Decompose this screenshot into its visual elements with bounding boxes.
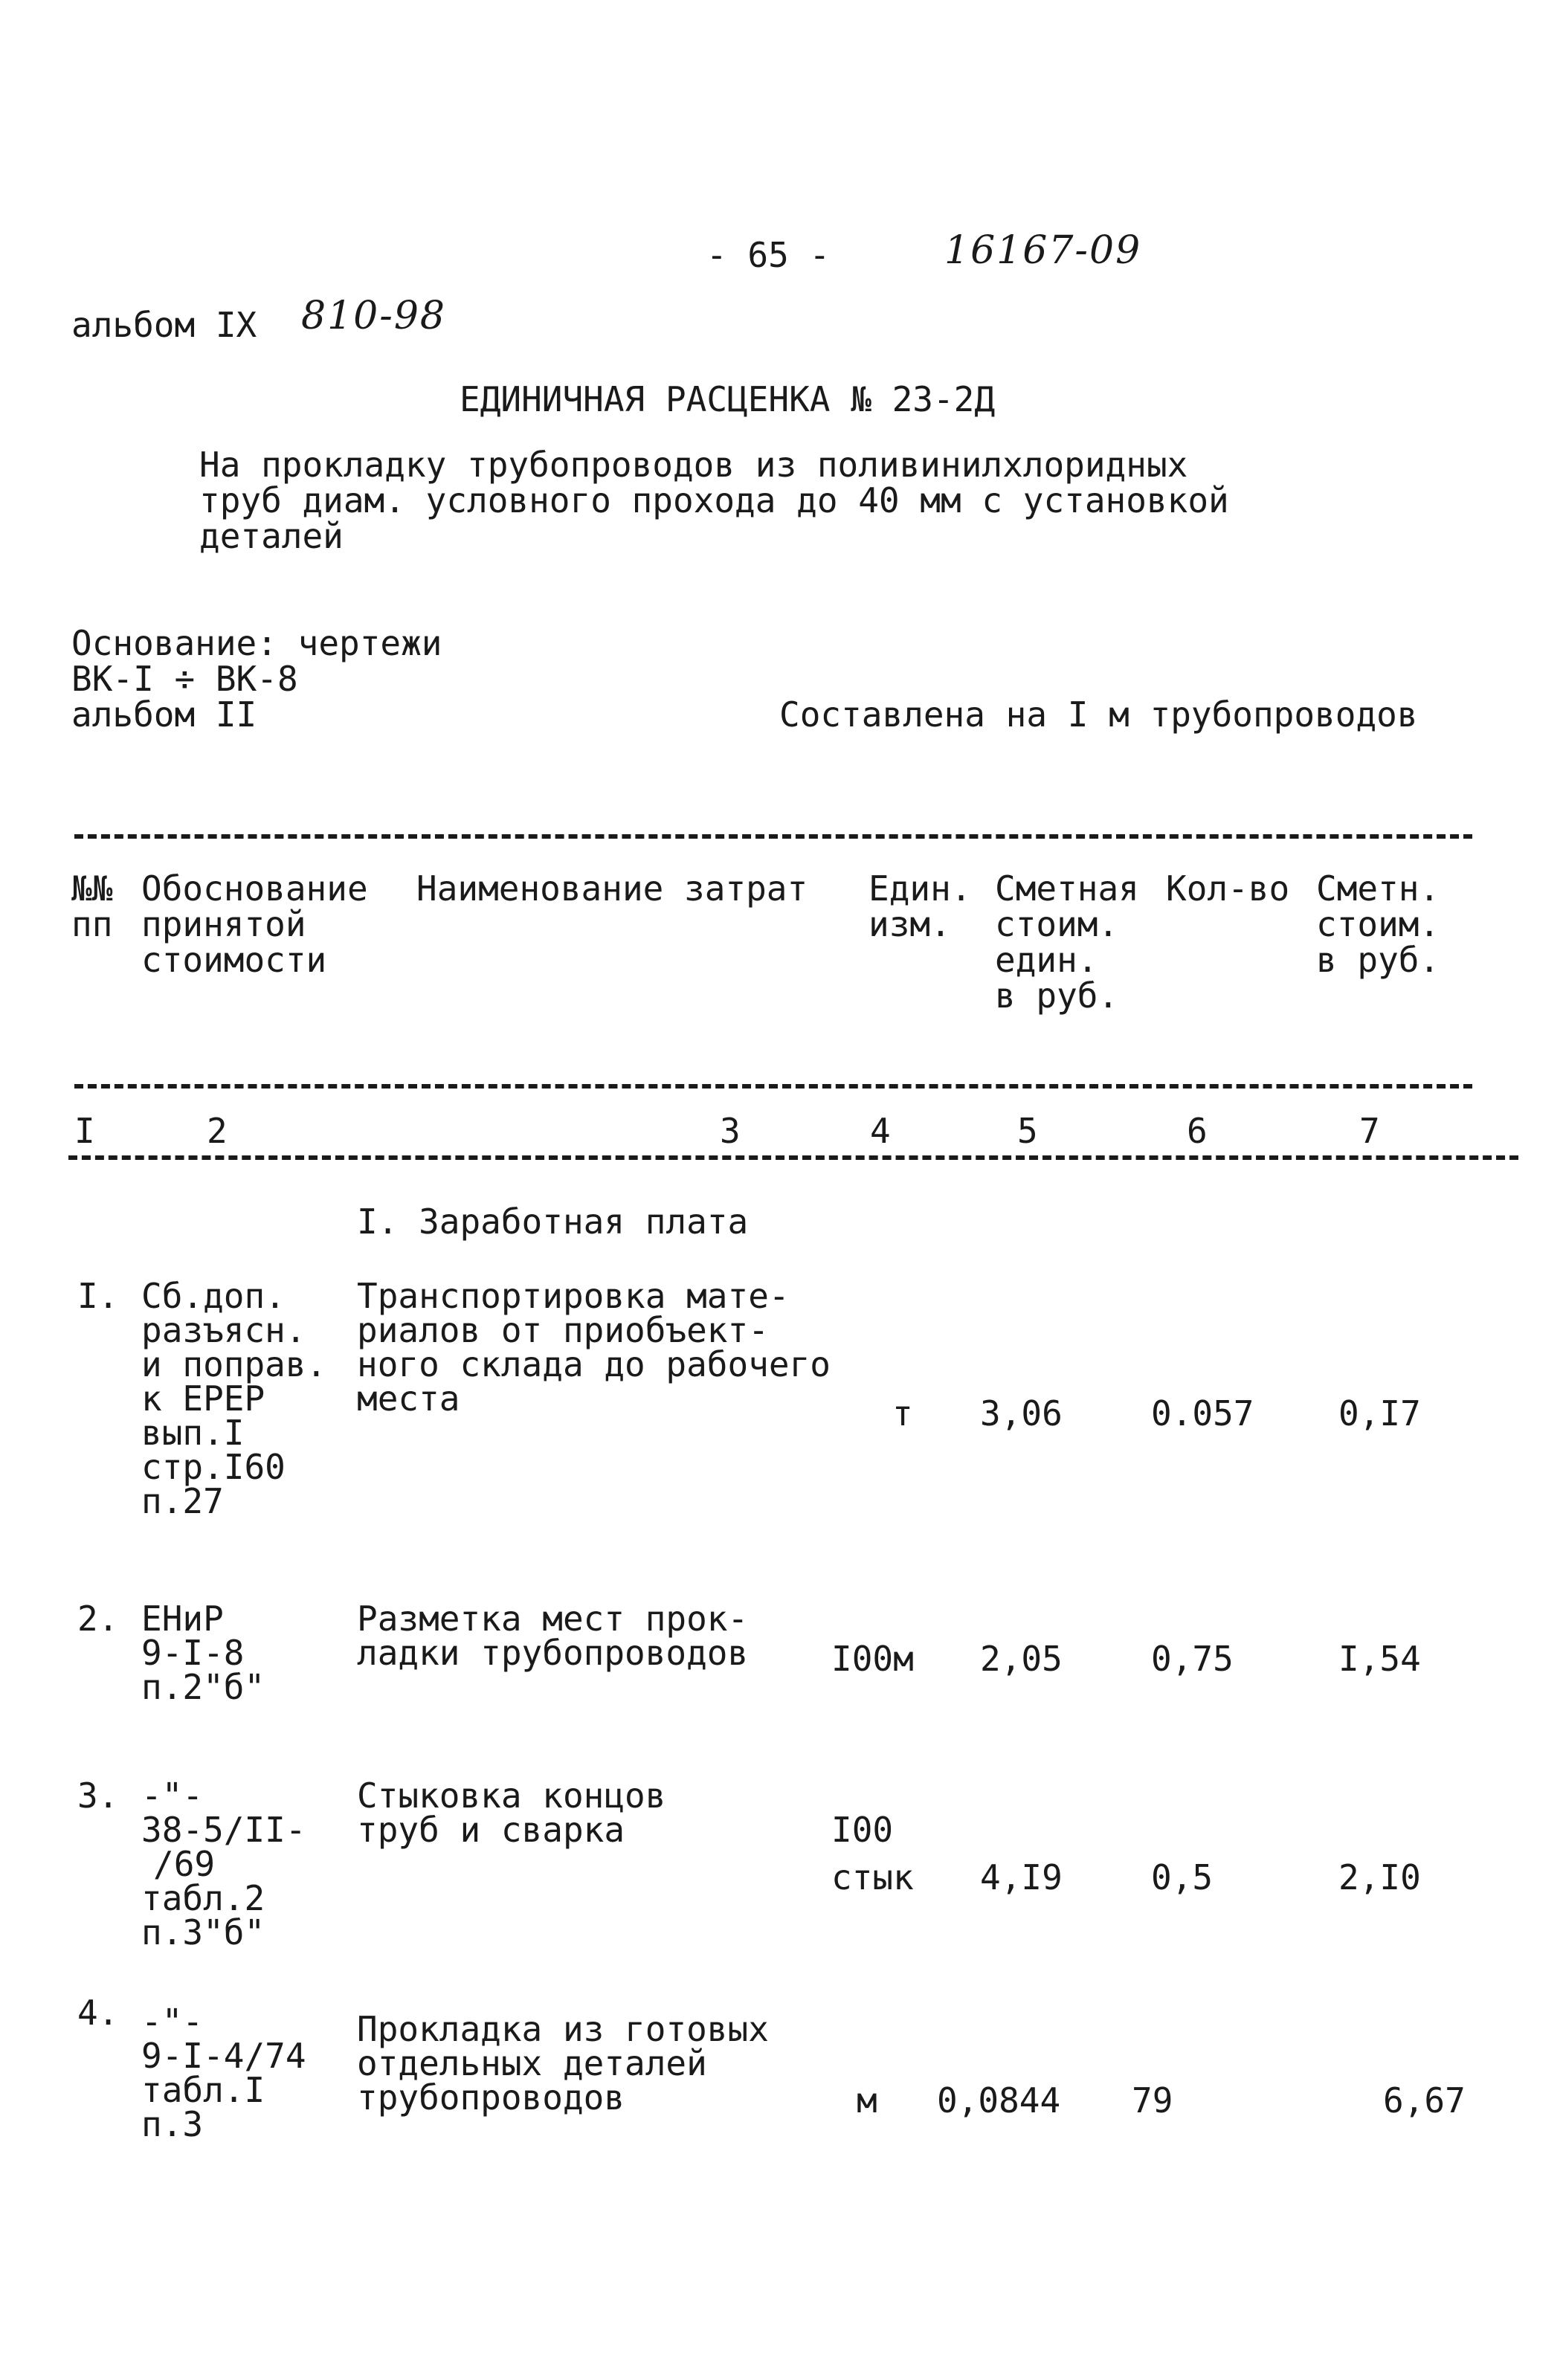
row-name-line: Прокладка из готовых — [357, 2009, 769, 2049]
row-name-line: ладки трубопроводов — [357, 1633, 749, 1673]
row-basis-line: п.3 — [141, 2104, 204, 2144]
row-name-line: отдельных деталей — [357, 2043, 707, 2083]
row-cost: 2,I0 — [1338, 1857, 1421, 1897]
column-numbers-rule — [68, 1155, 1518, 1160]
row-unit-line: I00 — [831, 1810, 894, 1850]
row-basis-line: ЕНиР — [141, 1599, 224, 1639]
row-unit-price: 3,06 — [980, 1393, 1063, 1434]
album-label: альбом IX — [71, 305, 257, 345]
row-name-line: Транспортировка мате- — [357, 1276, 790, 1316]
header-col4-line2: изм. — [868, 904, 951, 944]
header-col2-line3: стоимости — [141, 940, 327, 980]
row-unit-price: 4,I9 — [980, 1857, 1063, 1897]
row-unit: I00м — [831, 1639, 914, 1679]
row-basis-line: стр.I60 — [141, 1447, 286, 1487]
page-number: - 65 - — [706, 235, 831, 275]
row-name-line: трубопроводов — [357, 2077, 625, 2118]
row-name-line: Разметка мест прок- — [357, 1599, 749, 1639]
column-number-1: I — [74, 1111, 95, 1151]
header-col4-line1: Един. — [868, 868, 972, 909]
document-title: ЕДИНИЧНАЯ РАСЦЕНКА № 23-2Д — [460, 379, 996, 419]
column-number-4: 4 — [870, 1111, 891, 1151]
subtitle-line-3: деталей — [199, 516, 344, 556]
document-code-handwritten: 16167-09 — [944, 228, 1142, 273]
column-number-5: 5 — [1017, 1111, 1038, 1151]
row-number: 3. — [77, 1776, 119, 1816]
row-name-line: ного склада до рабочего — [357, 1344, 831, 1384]
row-quantity: 0,75 — [1151, 1639, 1234, 1679]
header-col7-line3: в руб. — [1316, 940, 1440, 980]
subtitle-line-1: На прокладку трубопроводов из поливинилхлоридных — [199, 445, 1188, 485]
basis-line-1: Основание: чертежи — [71, 623, 442, 663]
row-basis-line: Сб.доп. — [141, 1276, 286, 1316]
header-col2-line1: Обоснование — [141, 868, 368, 909]
column-number-7: 7 — [1359, 1111, 1380, 1151]
header-col6: Кол-во — [1166, 868, 1290, 909]
row-basis-line: разъясн. — [141, 1310, 306, 1350]
row-cost: 6,67 — [1383, 2080, 1466, 2121]
table-top-rule — [74, 834, 1472, 839]
row-quantity: 0.057 — [1151, 1393, 1254, 1434]
row-number: I. — [77, 1276, 119, 1316]
row-number: 4. — [77, 1993, 119, 2033]
column-number-6: 6 — [1187, 1111, 1208, 1151]
header-col5-line4: в руб. — [995, 975, 1119, 1016]
row-unit: м — [857, 2080, 877, 2121]
header-col3: Наименование затрат — [416, 868, 808, 909]
row-basis-line: -"- — [141, 2002, 204, 2042]
header-col1-line1: №№ — [71, 868, 113, 909]
header-col5-line2: стоим. — [995, 904, 1119, 944]
basis-line-2: ВК-I ÷ ВК-8 — [71, 659, 298, 699]
row-basis-line: вып.I — [141, 1413, 245, 1453]
row-basis-line: табл.2 — [141, 1878, 265, 1918]
section-title: I. Заработная плата — [357, 1202, 749, 1242]
row-name-line: места — [357, 1378, 460, 1419]
row-unit-price: 2,05 — [980, 1639, 1063, 1679]
row-basis-line: 38-5/II- — [141, 1810, 306, 1850]
row-unit-line: стык — [831, 1857, 914, 1897]
header-col5-line1: Сметная — [995, 868, 1139, 909]
header-col7-line2: стоим. — [1316, 904, 1440, 944]
album-handwritten: 810-98 — [301, 294, 446, 338]
row-basis-line: к ЕРЕР — [141, 1378, 265, 1419]
row-cost: I,54 — [1338, 1639, 1421, 1679]
row-name-line: Стыковка концов — [357, 1776, 666, 1816]
header-col5-line3: един. — [995, 940, 1098, 980]
header-col1-line2: пп — [71, 904, 113, 944]
row-unit: т — [892, 1393, 913, 1434]
header-bottom-rule — [74, 1084, 1472, 1089]
row-basis-line: 9-I-8 — [141, 1633, 245, 1673]
row-cost: 0,I7 — [1338, 1393, 1421, 1434]
row-number: 2. — [77, 1599, 119, 1639]
header-col2-line2: принятой — [141, 904, 306, 944]
row-quantity: 79 — [1132, 2080, 1173, 2121]
subtitle-line-2: труб диам. условного прохода до 40 мм с установкой — [199, 480, 1229, 520]
row-name-line: труб и сварка — [357, 1810, 625, 1850]
compiled-for: Составлена на I м трубопроводов — [779, 694, 1418, 735]
row-basis-line: -"- — [141, 1776, 204, 1816]
basis-line-3: альбом II — [71, 694, 257, 735]
column-number-3: 3 — [720, 1111, 741, 1151]
row-basis-line: п.2"б" — [141, 1667, 265, 1707]
row-unit-price: 0,0844 — [937, 2080, 1061, 2121]
row-basis-line: /69 — [153, 1844, 216, 1884]
row-quantity: 0,5 — [1151, 1857, 1214, 1897]
row-name-line: риалов от приобъект- — [357, 1310, 769, 1350]
column-number-2: 2 — [207, 1111, 228, 1151]
row-basis-line: п.3"б" — [141, 1912, 265, 1952]
row-basis-line: и поправ. — [141, 1344, 327, 1384]
row-basis-line: 9-I-4/74 — [141, 2036, 306, 2076]
row-basis-line: табл.I — [141, 2070, 265, 2110]
row-basis-line: п.27 — [141, 1481, 224, 1521]
header-col7-line1: Сметн. — [1316, 868, 1440, 909]
